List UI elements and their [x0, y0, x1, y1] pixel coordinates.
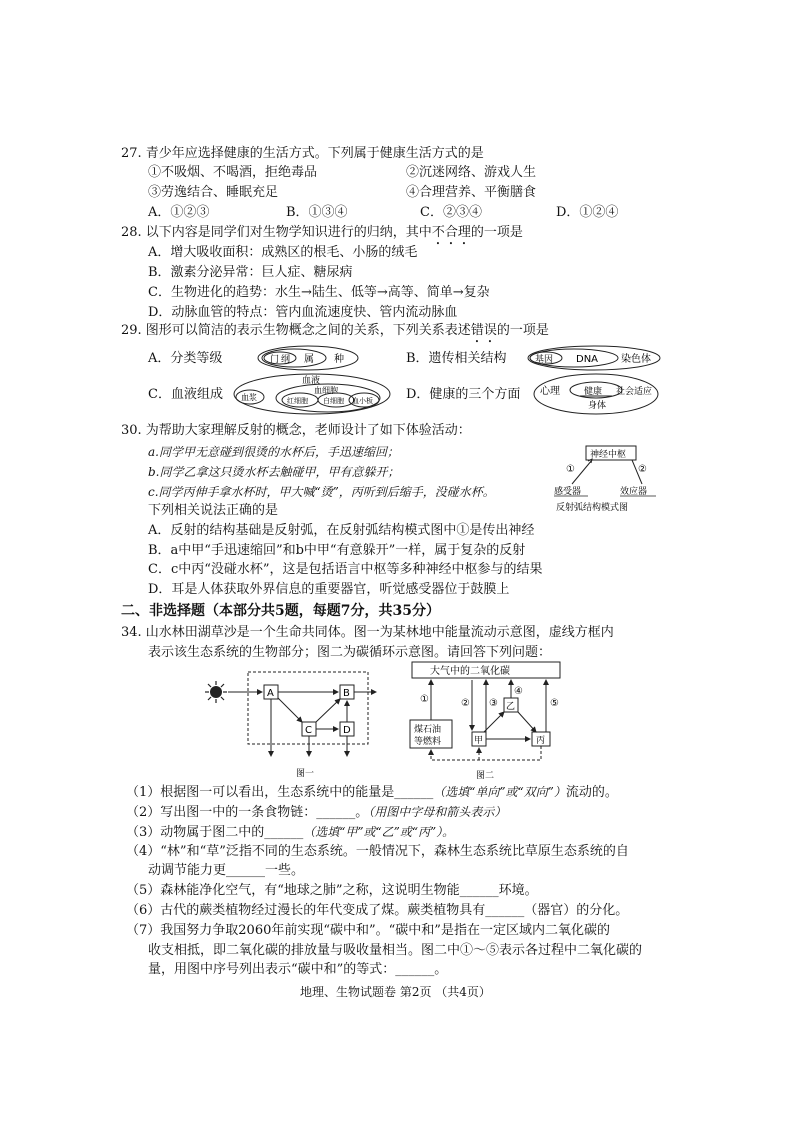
q34-part-7-line-1: （7）我国努力争取2060年前实现“碳中和”。“碳中和”是指在一定区域内二氧化碳的 [126, 923, 610, 938]
diagram-label-blood: 血液 [302, 376, 321, 386]
diagram-label-gene: 基因 [535, 355, 554, 365]
q28-emphasis: 不合理 [431, 225, 471, 240]
fig1-node-a: A [267, 688, 274, 699]
q29-emphasis: 错误 [470, 323, 497, 338]
diagram-label-platelet: 血小板 [352, 397, 373, 405]
diagram-label-wbc: 白细胞 [323, 397, 344, 405]
reflex-label-center: 神经中枢 [590, 450, 627, 460]
diagram-label-genus: 属 [304, 354, 314, 365]
answer-blank[interactable]: ______ [264, 825, 304, 840]
q28-option-a: A．增大吸收面积：成熟区的根毛、小肠的绒毛 [148, 245, 418, 260]
q29-stem: 29. 图形可以简洁的表示生物概念之间的关系，下列关系表述错误的一项是 [121, 323, 549, 338]
fig2-atmosphere-co2: 大气中的二氧化碳 [430, 666, 510, 677]
diagram-label-plasma: 血浆 [241, 393, 257, 402]
q29-option-b: B．遗传相关结构 [406, 351, 507, 366]
reflex-arc-diagram [552, 444, 662, 516]
figure-2-carbon-cycle [404, 660, 568, 782]
q29-option-d: D．健康的三个方面 [406, 387, 521, 402]
fig2-node-jia: 甲 [474, 736, 484, 746]
classification-nested-diagram [256, 344, 366, 372]
q30-option-d: D．耳是人体获取外界信息的重要器官，听觉感受器位于鼓膜上 [148, 582, 510, 597]
q34-stem-line-2: 表示该生态系统的生物部分；图二为碳循环示意图。请回答下列问题： [148, 645, 552, 660]
sun-icon [205, 681, 227, 703]
fig2-label-1: ① [420, 694, 429, 705]
q29-option-a: A．分类等级 [148, 351, 223, 366]
q34-part-4-line-2: 动调节能力更______一些。 [148, 863, 305, 878]
answer-blank[interactable]: ______ [459, 883, 499, 898]
q28-option-c: C．生物进化的趋势：水生→陆生、低等→高等、简单→复杂 [148, 285, 490, 300]
q34-part-4-line-1: （4）“林”和“草”泛指不同的生态系统。一般情况下，森林生态系统比草原生态系统的自 [126, 844, 629, 859]
diagram-label-dna: DNA [576, 354, 599, 365]
q30-activity-b: b.同学乙拿这只烫水杯去触碰甲，甲有意躲开； [148, 465, 400, 479]
fig2-label-5: ⑤ [550, 698, 559, 709]
diagram-label-species: 种 [334, 354, 344, 365]
reflex-label-effector: 效应器 [620, 487, 648, 497]
q34-stem-line-1: 34. 山水林田湖草沙是一个生命共同体。图一为某林地中能量流动示意图，虚线方框内 [121, 625, 614, 640]
q27-item-2: ②沉迷网络、游戏人生 [406, 165, 537, 180]
fig2-node-yi: 乙 [506, 702, 516, 712]
q27-option-d: D．①②④ [556, 205, 619, 220]
q29-option-c: C．血液组成 [148, 387, 223, 402]
q30-option-b: B．a中甲“手迅速缩回”和b中甲“有意躲开”一样，属于复杂的反射 [148, 543, 526, 558]
fig2-label-2: ② [461, 698, 470, 709]
fig1-node-d: D [343, 725, 351, 736]
q34-part-6: （6）古代的蕨类植物经过漫长的年代变成了煤。蕨类植物具有______（器官）的分化。 [126, 903, 629, 918]
q27-option-a: A．①②③ [148, 205, 210, 220]
reflex-label-1: ① [566, 464, 575, 475]
answer-blank[interactable]: ______ [316, 805, 356, 820]
page-footer: 地理、生物试题卷 第2页 （共4页） [300, 985, 491, 999]
q28-option-d: D．动脉血管的特点：管内血流速度快、管内流动脉血 [148, 305, 458, 320]
q30-stem: 30. 为帮助大家理解反射的概念，老师设计了如下体验活动： [121, 423, 471, 438]
fig1-node-b: B [343, 688, 350, 699]
q27-option-b: B．①③④ [286, 205, 348, 220]
section-2-heading: 二、非选择题（本部分共5题，每题7分，共35分） [121, 603, 440, 619]
blood-composition-diagram [232, 372, 392, 416]
reflex-label-2: ② [638, 464, 647, 475]
diagram-label-social: 社会适应 [616, 387, 653, 397]
fig1-node-c: C [305, 725, 312, 736]
diagram-label-chromosome: 染色体 [621, 354, 651, 365]
diagram-label-mental: 心理 [540, 386, 560, 397]
fig2-fuel-line-1: 煤石油 [414, 725, 442, 735]
answer-blank[interactable]: ______ [226, 863, 266, 878]
fig2-caption: 图二 [476, 771, 495, 781]
q34-part-3: （3）动物属于图二中的______（选填“甲”或“乙”或“丙”）。 [126, 825, 455, 840]
reflex-caption: 反射弧结构模式图 [556, 503, 629, 513]
q30-option-a: A．反射的结构基础是反射弧，在反射弧结构模式图中①是传出神经 [148, 523, 535, 538]
fig1-caption: 图一 [296, 769, 315, 779]
answer-blank[interactable]: ______ [394, 785, 434, 800]
figure-1-energy-flow [200, 662, 380, 782]
q34-part-5: （5）森林能净化空气，有“地球之肺”之称，这说明生物能______环境。 [126, 883, 538, 898]
diagram-label-rbc: 红细胞 [287, 397, 308, 405]
answer-blank[interactable]: ______ [485, 903, 525, 918]
q28-stem: 28. 以下内容是同学们对生物学知识进行的归纳，其中不合理的一项是 [121, 225, 523, 240]
fig2-label-4: ④ [514, 686, 523, 697]
diagram-label-phylum: 门 [270, 355, 280, 365]
fig2-node-bing: 丙 [536, 736, 546, 746]
fig2-label-3: ③ [489, 698, 498, 709]
q27-item-1: ①不吸烟、不喝酒，拒绝毒品 [148, 165, 318, 180]
health-venn-diagram [532, 372, 662, 416]
q30-activity-c: c.同学丙伸手拿水杯时，甲大喊“烫”，丙听到后缩手，没碰水杯。 [148, 485, 495, 499]
q34-part-7-line-2: 收支相抵，即二氧化碳的排放量与吸收量相当。图二中①～⑤表示各过程中二氧化碳的 [148, 943, 643, 958]
diagram-label-physical: 身体 [588, 401, 607, 411]
q34-part-2: （2）写出图一中的一条食物链：______。（用图中字母和箭头表示） [126, 805, 507, 820]
q27-item-4: ④合理营养、平衡膳食 [406, 185, 537, 200]
diagram-label-blood-cells: 血细胞 [314, 386, 338, 395]
q27-option-c: C．②③④ [420, 205, 482, 220]
diagram-label-health: 健康 [584, 387, 603, 397]
q30-ask: 下列相关说法正确的是 [148, 503, 279, 518]
answer-blank[interactable]: ______ [395, 962, 435, 977]
q30-activity-a: a.同学甲无意碰到很烫的水杯后，手迅速缩回； [148, 445, 399, 459]
q27-item-3: ③劳逸结合、睡眠充足 [148, 185, 279, 200]
q28-option-b: B．激素分泌异常：巨人症、糖尿病 [148, 265, 353, 280]
q34-part-7-line-3: 量，用图中序号列出表示“碳中和”的等式：______。 [148, 962, 448, 977]
fig2-fuel-line-2: 等燃料 [414, 737, 442, 747]
q34-part-1: （1）根据图一可以看出，生态系统中的能量是______（选填“单向”或“双向”）流动的。 [126, 785, 618, 800]
reflex-label-receptor: 感受器 [554, 487, 582, 497]
genetics-nested-diagram [526, 344, 666, 372]
q30-option-c: C．c中丙“没碰水杯”，这是包括语言中枢等多种神经中枢参与的结果 [148, 562, 543, 577]
diagram-label-class: 纲 [281, 355, 291, 365]
q27-stem: 27. 青少年应选择健康的生活方式。下列属于健康生活方式的是 [121, 146, 484, 161]
